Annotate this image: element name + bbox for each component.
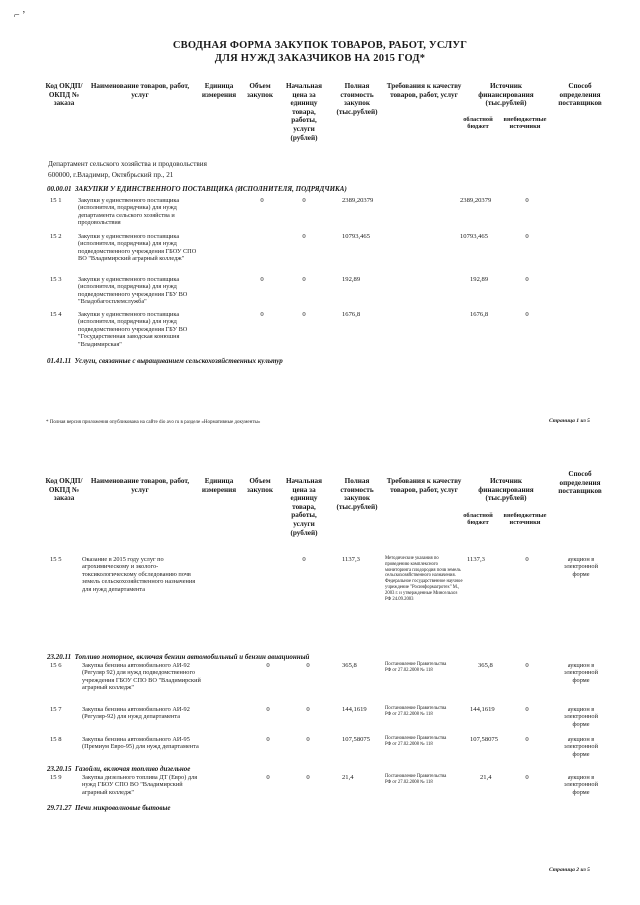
row-name: Закупки у единственного поставщика (исполнителя, подрядчика) для нужд подведомственного учреждения ГБОУ СПО ВО "Владимирский аграрный колледж" [78, 233, 197, 263]
row-volume: 0 [306, 706, 310, 713]
row-cost: 21,4 [342, 774, 354, 781]
row-volume: 0 [306, 774, 310, 781]
row-cost: 10793,465 [342, 233, 371, 240]
col-header-code: Код ОКДП/ ОКПД № заказа [45, 82, 83, 108]
row-method: аукцион в электронной форме [564, 736, 598, 758]
row-requirements: Постановление Правительства РФ от 27.02.2008 № 118 [385, 662, 447, 673]
row-cost: 144,1619 [342, 706, 367, 713]
row-volume: 0 [302, 276, 306, 283]
col-header-name: Наименование товаров, работ, услуг [90, 82, 190, 99]
row-regional: 107,58075 [470, 736, 499, 743]
row-method: аукцион в электронной форме [564, 706, 598, 728]
row-name: Закупка дизельного топлива ДТ (Евро) для нужд ГБОУ СПО ВО "Владимирский аграрный колледж" [82, 774, 198, 796]
col-header-cost: Полная стоимость закупок (тыс.рублей) [336, 82, 378, 116]
col-header-requirements: Требования к качеству товаров, работ, услуг [386, 82, 462, 99]
page-number: Страница 1 из 5 [549, 418, 590, 424]
row-regional: 1137,3 [467, 556, 485, 563]
col-header-volume: Объем закупок [247, 82, 273, 99]
row-extra: 0 [525, 774, 529, 781]
col-header-volume: Объем закупок [247, 477, 273, 494]
row-volume: 0 [306, 662, 310, 669]
row-name: Закупки у единственного поставщика (исполнителя, подрядчика) для нужд подведомственного учреждения ГБУ ВО "Государственная заводская конюшня "Владимирская" [78, 311, 188, 348]
section-heading [47, 185, 347, 193]
row-regional: 2389,20379 [460, 197, 492, 204]
row-cost: 192,89 [342, 276, 361, 283]
row-name: Закупки у единственного поставщика (исполнителя, подрядчика) для нужд подведомственного учреждения ГБУ ВО "Владобагосплемслужба" [78, 276, 188, 306]
row-extra: 0 [525, 556, 529, 563]
row-regional: 10793,465 [460, 233, 489, 240]
row-unit: 0 [260, 276, 264, 283]
row-number: 15 3 [50, 276, 62, 283]
row-regional: 365,8 [478, 662, 493, 669]
row-regional: 21,4 [480, 774, 492, 781]
section-heading [47, 765, 190, 773]
section-code: 23.20.11 [47, 653, 72, 661]
col-header-price: Начальная цена за единицу товара, работы, услуги (рублей) [285, 82, 323, 142]
row-extra: 0 [525, 233, 529, 240]
row-number: 15 8 [50, 736, 62, 743]
col-header-requirements: Требования к качеству товаров, работ, услуг [386, 477, 462, 494]
col-header-name: Наименование товаров, работ, услуг [90, 477, 190, 494]
section-title: Топливо моторное, включая бензин автомобильный и бензин авиационный [74, 653, 310, 661]
row-requirements: Постановление Правительства РФ от 27.02.2008 № 118 [385, 736, 447, 747]
row-requirements: Постановление Правительства РФ от 27.02.2008 № 118 [385, 706, 447, 717]
section-code: 29.71.27 [47, 804, 72, 812]
section-title: Услуги, связанные с выращиванием сельскохозяйственных культур [74, 357, 283, 365]
row-number: 15 1 [50, 197, 62, 204]
row-method: аукцион в электронной форме [564, 556, 598, 578]
row-number: 15 2 [50, 233, 62, 240]
row-cost: 1137,3 [342, 556, 360, 563]
row-number: 15 4 [50, 311, 62, 318]
col-header-method: Способ определения поставщиков [558, 470, 602, 496]
row-number: 15 7 [50, 706, 62, 713]
row-volume: 0 [302, 197, 306, 204]
row-method: аукцион в электронной форме [564, 662, 598, 684]
row-unit: 0 [260, 311, 264, 318]
section-heading [47, 357, 283, 365]
row-extra: 0 [525, 276, 529, 283]
row-regional: 192,89 [470, 276, 489, 283]
row-number: 15 9 [50, 774, 62, 781]
page-title-line-2: ДЛЯ НУЖД ЗАКАЗЧИКОВ НА 2015 ГОД* [214, 53, 426, 64]
row-unit: 0 [260, 197, 264, 204]
section-code: 23.20.15 [47, 765, 72, 773]
col-header-unit: Единица измерения [201, 477, 237, 494]
row-name: Закупки у единственного поставщика (исполнителя, подрядчика) для нужд департамента сельского хозяйства и продовольствия [78, 197, 180, 227]
col-header-method: Способ определения поставщиков [558, 82, 602, 108]
row-number: 15 6 [50, 662, 62, 669]
section-title: ЗАКУПКИ У ЕДИНСТВЕННОГО ПОСТАВЩИКА (ИСПОЛНИТЕЛЯ, ПОДРЯДЧИКА) [75, 185, 347, 193]
row-extra: 0 [525, 736, 529, 743]
row-extra: 0 [525, 662, 529, 669]
row-method: аукцион в электронной форме [564, 774, 598, 796]
col-header-code: Код ОКДП/ ОКПД № заказа [45, 477, 83, 503]
col-header-cost: Полная стоимость закупок (тыс.рублей) [336, 477, 378, 511]
row-extra: 0 [525, 706, 529, 713]
row-number: 15 5 [50, 556, 62, 563]
row-cost: 2389,20379 [342, 197, 374, 204]
row-cost: 365,8 [342, 662, 357, 669]
section-title: Печи микроволновые бытовые [75, 804, 171, 812]
row-volume: 0 [306, 736, 310, 743]
row-name: Закупка бензина автомобильного АИ-92 (Регуляр-92) для нужд департамента [82, 706, 190, 721]
row-requirements: Методические указания по проведению комплексного мониторинга плодородия почв земель сельскохозяйственного назначения. Федеральное государственное научное учреждение "Росинформагротех" М., 2003 г. и утвержденные Минсельхоз РФ 24.09.2003 [385, 556, 463, 602]
col-header-source-extra: внебюджетные источники [503, 512, 547, 527]
row-volume: 0 [302, 556, 306, 563]
row-unit: 0 [266, 662, 270, 669]
row-extra: 0 [525, 311, 529, 318]
row-volume: 0 [302, 311, 306, 318]
scan-mark: ⌐ ’ [14, 10, 26, 21]
col-header-source-regional: областной бюджет [463, 512, 493, 527]
row-requirements: Постановление Правительства РФ от 27.02.2008 № 118 [385, 774, 447, 785]
row-cost: 1676,8 [342, 311, 361, 318]
row-regional: 1676,8 [470, 311, 489, 318]
section-heading [47, 804, 171, 812]
col-header-source-regional: областной бюджет [463, 116, 493, 131]
department-name: Департамент сельского хозяйства и продовольствия [48, 160, 207, 168]
row-cost: 107,58075 [342, 736, 371, 743]
row-unit: 0 [266, 706, 270, 713]
col-header-source-extra: внебюджетные источники [503, 116, 547, 131]
department-address: 600000, г.Владимир, Октябрьский пр., 21 [48, 171, 174, 179]
page-number: Страница 2 из 5 [549, 867, 590, 873]
row-volume: 0 [302, 233, 306, 240]
footnote: * Полная версия приложения опубликована на сайте dio avo ru в разделе «Нормативные документы» [46, 420, 261, 425]
row-regional: 144,1619 [470, 706, 495, 713]
section-heading [47, 653, 309, 661]
col-header-source: Источник финансирования (тыс.рублей) [478, 477, 534, 503]
col-header-source: Источник финансирования (тыс.рублей) [478, 82, 534, 108]
col-header-unit: Единица измерения [201, 82, 237, 99]
section-code: 00.00.01 [47, 185, 72, 193]
row-name: Оказание в 2015 году услуг по агрохимическому и эколого-токсикологическому обследованию почв земель сельскохозяйственного назначения для нужд департамента [82, 556, 196, 593]
row-name: Закупка бензина автомобильного АИ-95 (Премиум Евро-95) для нужд департамента [82, 736, 199, 751]
row-extra: 0 [525, 197, 529, 204]
row-unit: 0 [266, 774, 270, 781]
page-title-line-1: СВОДНАЯ ФОРМА ЗАКУПОК ТОВАРОВ, РАБОТ, УСЛУГ [172, 40, 468, 51]
row-unit: 0 [266, 736, 270, 743]
section-code: 01.41.11 [47, 357, 72, 365]
col-header-price: Начальная цена за единицу товара, работы, услуги (рублей) [285, 477, 323, 537]
row-name: Закупка бензина автомобильного АИ-92 (Регуляр 92) для нужд подведомственного учреждения ГБОУ СПО ВО "Владимирский аграрный колледж" [82, 662, 201, 692]
section-title: Газойли, включая топливо дизельное [75, 765, 191, 773]
